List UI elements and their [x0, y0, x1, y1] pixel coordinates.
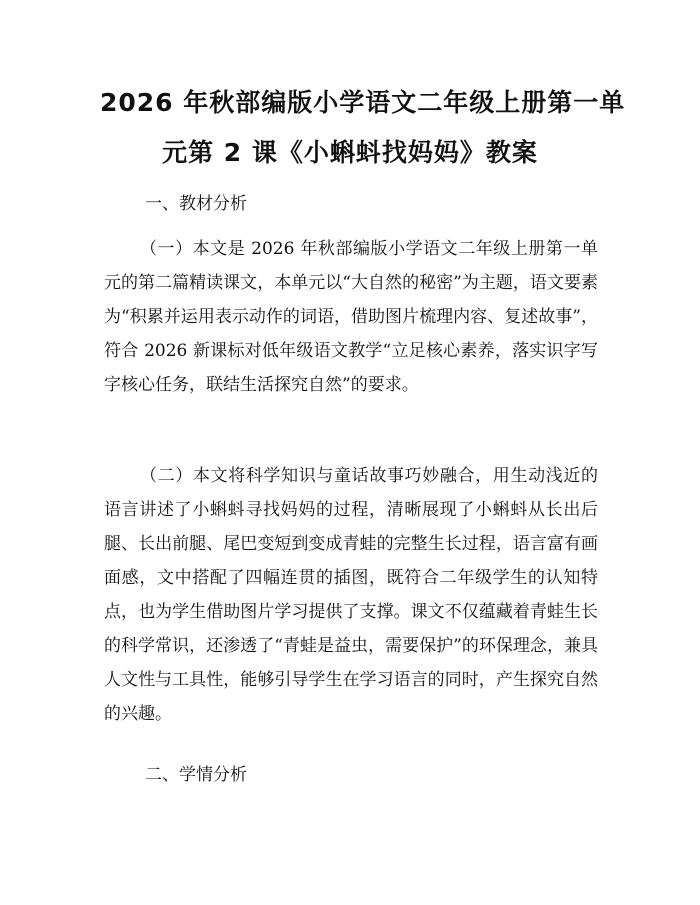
document-title-line-2: 元第 2 课《小蝌蚪找妈妈》教案 [162, 138, 538, 167]
paragraph-2: （二）本文将科学知识与童话故事巧妙融合，用生动浅近的语言讲述了小蝌蚪寻找妈妈的过程，清晰展现了小蝌蚪从长出后腿、长出前腿、尾巴变短到变成青蛙的完整生长过程，语言富有画面感，文中搭配了四幅连贯的插图，既符合二年级学生的认知特点，也为学生借助图片学习提供了支撑。课文不仅蕴藏着青蛙生长的科学常识，还渗透了“青蛙是益虫，需要保护”的环保理念，兼具人文性与工具性，能够引导学生在学习语言的同时，产生探究自然的兴趣。 [104, 466, 598, 724]
section-heading-textbook-analysis: 一、教材分析 [145, 194, 247, 214]
section-heading-learner-analysis: 二、学情分析 [145, 765, 247, 785]
paragraph-1: （一）本文是 2026 年秋部编版小学语文二年级上册第一单元的第二篇精读课文，本单元以“大自然的秘密”为主题，语文要素为“积累并运用表示动作的词语，借助图片梳理内容、复述故事”，符合 2026 新课标对低年级语文教学“立足核心素养，落实识字写字核心任务，联结生活探究自然”的要求。 [104, 239, 598, 395]
document-title-line-1: 2026 年秋部编版小学语文二年级上册第一单 [100, 88, 626, 117]
